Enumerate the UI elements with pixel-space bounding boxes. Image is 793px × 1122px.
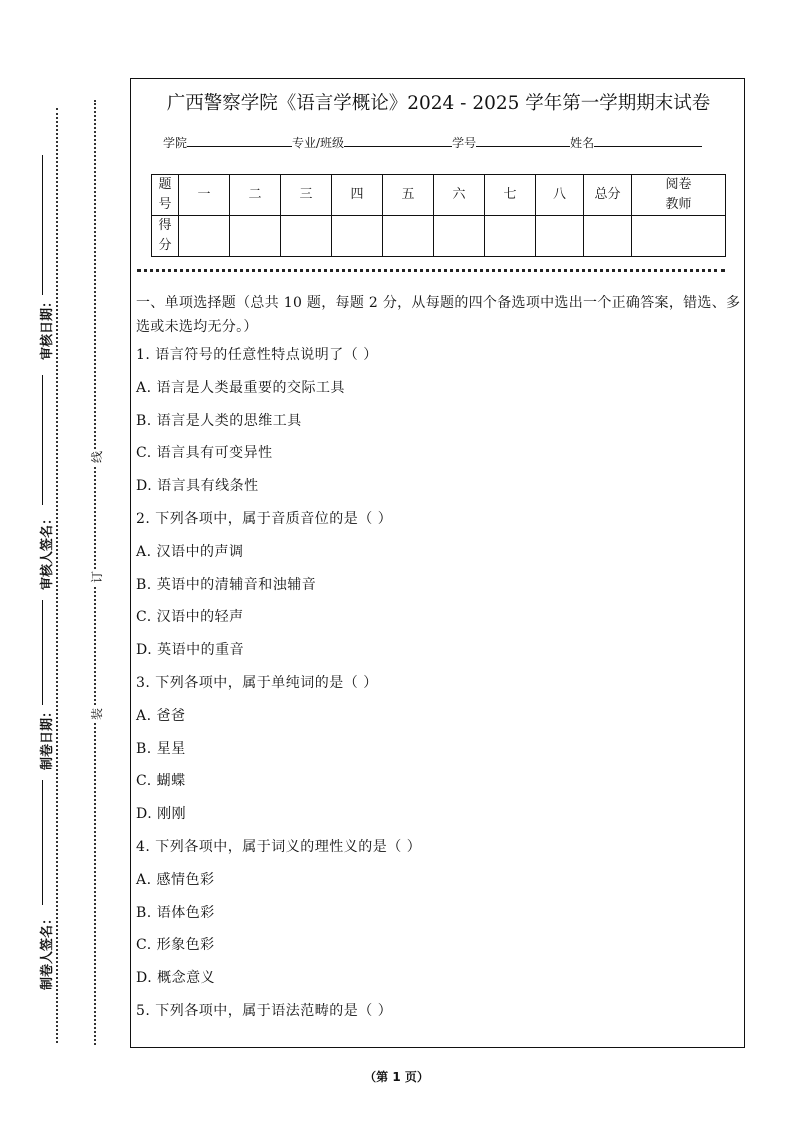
score-row-header: 得分 — [152, 216, 179, 257]
section-heading: 一、单项选择题（总共 10 题，每题 2 分，从每题的四个备选项中选出一个正确答案，错选、多选或未选均无分。） — [136, 295, 741, 335]
exam-frame — [130, 78, 745, 1048]
binding-char-staple: 订 — [90, 570, 104, 583]
col-4: 四 — [332, 175, 383, 216]
major-class-field[interactable] — [344, 134, 452, 147]
option-line: D. 概念意义 — [136, 970, 216, 987]
exam-title: 广西警察学院《语言学概论》2024 - 2025 学年第一学期期末试卷 — [166, 93, 711, 114]
option-line: B. 星星 — [136, 740, 186, 757]
option-line: C. 汉语中的轻声 — [136, 609, 244, 626]
score-cell-6[interactable] — [434, 216, 485, 257]
score-cell-1[interactable] — [179, 216, 230, 257]
option-line: C. 语言具有可变异性 — [136, 445, 273, 462]
review-date-label: 审核日期： — [40, 294, 55, 360]
option-line: D. 英语中的重音 — [136, 642, 245, 659]
score-cell-grader[interactable] — [632, 216, 726, 257]
option-line: A. 语言是人类最重要的交际工具 — [136, 379, 346, 396]
reviewer-signature-line — [42, 375, 43, 505]
option-line: A. 爸爸 — [136, 707, 186, 724]
score-table-score-row — [152, 216, 726, 257]
score-cell-8[interactable] — [536, 216, 584, 257]
option-line: B. 语言是人类的思维工具 — [136, 412, 302, 429]
question-number-header: 题号 — [152, 175, 179, 216]
reviewer-signature-label: 审核人签名： — [40, 511, 55, 590]
col-1: 一 — [179, 175, 230, 216]
student-id-field[interactable] — [476, 134, 570, 147]
page-number: （第 1 页） — [364, 1070, 429, 1084]
question-line: 5. 下列各项中，属于语法范畴的是（ ） — [136, 1002, 393, 1019]
score-cell-5[interactable] — [383, 216, 434, 257]
left-dotted-line — [56, 108, 58, 1043]
college-field[interactable] — [187, 134, 292, 147]
option-line: C. 蝴蝶 — [136, 773, 186, 790]
college-label: 学院 — [163, 136, 188, 150]
review-date-line — [42, 155, 43, 295]
question-line: 1. 语言符号的任意性特点说明了（ ） — [136, 347, 378, 363]
score-cell-3[interactable] — [281, 216, 332, 257]
major-class-label: 专业/班级 — [292, 136, 345, 150]
student-id-label: 学号 — [452, 136, 477, 150]
paper-date-line — [42, 600, 43, 705]
col-total: 总分 — [584, 175, 632, 216]
paper-maker-signature-line — [42, 780, 43, 905]
paper-maker-signature-label: 制卷人签名： — [40, 911, 55, 990]
paper-date-label: 制卷日期： — [40, 704, 55, 770]
question-line: 4. 下列各项中，属于词义的理性义的是（ ） — [136, 838, 422, 855]
option-line: D. 刚刚 — [136, 806, 187, 823]
option-line: D. 语言具有线条性 — [136, 478, 259, 495]
option-line: A. 汉语中的声调 — [136, 543, 244, 560]
question-line: 2. 下列各项中，属于音质音位的是（ ） — [136, 510, 393, 527]
col-7: 七 — [485, 175, 536, 216]
dotted-separator — [137, 269, 725, 272]
score-table-header-row — [152, 175, 726, 216]
score-cell-2[interactable] — [230, 216, 281, 257]
option-line: B. 英语中的清辅音和浊辅音 — [136, 576, 317, 593]
option-line: A. 感情色彩 — [136, 871, 215, 888]
question-line: 3. 下列各项中，属于单纯词的是（ ） — [136, 674, 378, 691]
name-field[interactable] — [594, 134, 702, 147]
col-6: 六 — [434, 175, 485, 216]
question-area — [136, 291, 741, 1032]
col-3: 三 — [281, 175, 332, 216]
binding-sidebar — [0, 0, 128, 1122]
student-info-row — [163, 134, 702, 151]
score-table — [151, 174, 726, 257]
col-2: 二 — [230, 175, 281, 216]
col-8: 八 — [536, 175, 584, 216]
score-cell-7[interactable] — [485, 216, 536, 257]
binding-char-line: 线 — [90, 450, 104, 463]
name-label: 姓名 — [570, 136, 595, 150]
option-line: B. 语体色彩 — [136, 904, 215, 921]
option-line: C. 形象色彩 — [136, 937, 215, 954]
col-5: 五 — [383, 175, 434, 216]
col-grader: 阅卷教师 — [632, 175, 726, 216]
binding-char-bind: 装 — [90, 707, 104, 720]
score-cell-total[interactable] — [584, 216, 632, 257]
score-cell-4[interactable] — [332, 216, 383, 257]
